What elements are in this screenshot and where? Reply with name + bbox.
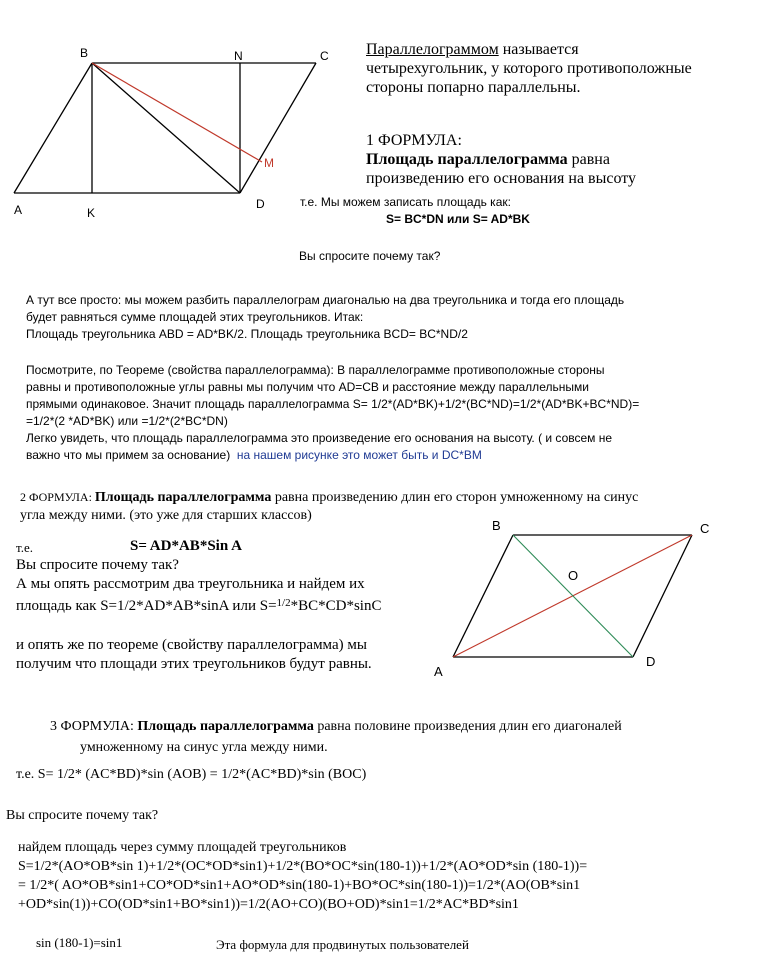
explanation1-line: будет равняться сумме площадей этих треугольников. Итак: bbox=[26, 310, 364, 324]
diagonal-bd bbox=[513, 535, 633, 657]
formula3-line: найдем площадь через сумму площадей треугольников bbox=[18, 840, 347, 855]
formula1-line2: произведению его основания на высоту bbox=[366, 170, 637, 187]
side-cd bbox=[240, 63, 316, 193]
formula3-footer-right: Эта формула для продвинутых пользователей bbox=[216, 937, 469, 952]
explanation2-line: равны и противоположные углы равны мы получим что AD=CB и расстояние между параллельными bbox=[26, 380, 589, 394]
formula2-rest: равна произведению длин его сторон умноженному на синус bbox=[271, 490, 639, 505]
formula2-body2 bbox=[16, 636, 372, 674]
formula3-line: S=1/2*(AO*OB*sin 1)+1/2*(OC*OD*sin1)+1/2*(BO*OC*sin(180-1))+1/2*(AO*OD*sin (180-1))= bbox=[18, 859, 588, 874]
explanation2-line: Посмотрите, по Теореме (свойства параллелограмма): В параллелограмме противоположные стороны bbox=[26, 363, 605, 377]
formula1-why: Вы спросите почему так? bbox=[299, 249, 441, 263]
explanation2-line: =1/2*(2 *AD*BK) или =1/2*(2*BC*DN) bbox=[26, 414, 228, 428]
formula2-line-c: и опять же по теореме (свойству параллелограмма) мы bbox=[16, 637, 367, 653]
side-cd bbox=[633, 535, 692, 657]
formula1-rest: равна bbox=[567, 151, 610, 168]
formula3-line: = 1/2*( AO*OB*sin1+CO*OD*sin1+AO*OD*sin(180-1)+BO*OC*sin(180-1))=1/2*(AO(OB*sin1 bbox=[18, 878, 581, 893]
explanation2-line: Легко увидеть, что площадь параллелограмма это произведение его основания на высоту. ( и совсем не bbox=[26, 431, 613, 445]
parallelogram-figure-2 bbox=[420, 510, 730, 690]
diagonal-bd bbox=[92, 63, 240, 193]
label-a: A bbox=[14, 203, 23, 217]
formula3-intro bbox=[50, 716, 622, 758]
explanation1-line: А тут все просто: мы можем разбить параллелограм диагональю на два треугольника и тогда его площадь bbox=[26, 293, 625, 307]
formula3-bold: Площадь параллелограмма bbox=[137, 719, 314, 734]
formula2-line-d: получим что площади этих треугольников будут равны. bbox=[16, 656, 372, 672]
label-o: O bbox=[568, 568, 579, 583]
definition bbox=[366, 40, 692, 97]
formula3-rest: равна половине произведения длин его диагоналей bbox=[313, 719, 622, 734]
formula2-expression: S= AD*AB*Sin A bbox=[130, 538, 242, 554]
explanation2-note: на нашем рисунке это может быть и DC*BM bbox=[236, 448, 482, 462]
label-d: D bbox=[646, 654, 656, 669]
label-b: B bbox=[80, 46, 89, 60]
formula1-block bbox=[366, 131, 636, 188]
formula2-te: т.е. bbox=[16, 540, 33, 555]
formula1-bold: Площадь параллелограмма bbox=[366, 151, 568, 168]
formula1-heading: 1 ФОРМУЛА: bbox=[366, 132, 462, 149]
formula3-line2: умноженному на синус угла между ними. bbox=[80, 740, 328, 755]
label-m: M bbox=[264, 156, 274, 170]
label-b: B bbox=[492, 518, 501, 533]
definition-rest: называется bbox=[498, 41, 579, 58]
height-bm bbox=[92, 63, 262, 162]
formula3-line: +OD*sin(1))+CO(OD*sin1+BO*sin1))=1/2(AO+CO)(BO+OD)*sin1=1/2*AC*BD*sin1 bbox=[18, 897, 519, 912]
parallelogram-figure-1 bbox=[0, 40, 340, 225]
label-k: K bbox=[87, 206, 96, 220]
label-d: D bbox=[256, 197, 265, 211]
label-c: C bbox=[700, 521, 710, 536]
explanation1-line: Площадь треугольника ABD = AD*BK/2. Площадь треугольника BCD= BC*ND/2 bbox=[26, 327, 468, 341]
formula2-half: 1/2 bbox=[276, 597, 291, 609]
formula2-line-b2: *BC*CD*sinC bbox=[290, 598, 382, 614]
formula3-heading: 3 ФОРМУЛА: bbox=[50, 719, 138, 734]
formula2-line2: угла между ними. (это уже для старших классов) bbox=[20, 508, 312, 523]
formula3-te: т.е. S= 1/2* (AC*BD)*sin (AOB) = 1/2*(AC*BD)*sin (BOC) bbox=[16, 767, 367, 782]
definition-line3: стороны попарно параллельны. bbox=[366, 79, 581, 96]
side-ab bbox=[14, 63, 92, 193]
formula3-why: Вы спросите почему так? bbox=[6, 808, 159, 823]
explanation2-last: важно что мы примем за основание) bbox=[26, 448, 231, 462]
label-c: C bbox=[320, 49, 329, 63]
explanation2 bbox=[26, 362, 639, 464]
formula2-body bbox=[16, 556, 381, 616]
formula1-expression: S= BC*DN или S= AD*BK bbox=[386, 212, 530, 226]
explanation1 bbox=[26, 292, 624, 343]
side-ab bbox=[453, 535, 513, 657]
formula2-heading: 2 ФОРМУЛА: bbox=[20, 490, 95, 504]
label-a: A bbox=[434, 664, 443, 679]
formula2-why: Вы спросите почему так? bbox=[16, 557, 179, 573]
definition-term: Параллелограммом bbox=[366, 41, 499, 58]
formula3-footer-left: sin (180-1)=sin1 bbox=[36, 935, 123, 950]
definition-line2: четырехугольник, у которого противоположные bbox=[366, 60, 692, 77]
formula2-bold: Площадь параллелограмма bbox=[94, 490, 272, 505]
formula3-derivation bbox=[18, 838, 587, 914]
formula2-line-b1: площадь как S=1/2*AD*AB*sinA или S= bbox=[16, 598, 277, 614]
formula2-line-a: А мы опять рассмотрим два треугольника и найдем их bbox=[16, 576, 365, 592]
formula1-te: т.е. Мы можем записать площадь как: bbox=[300, 195, 511, 209]
label-n: N bbox=[234, 49, 243, 63]
explanation2-line: прямыми одинаковое. Значит площадь параллелограмма S= 1/2*(AD*BK)+1/2*(BC*ND)=1/2*(AD*BK+BC*ND)= bbox=[26, 397, 640, 411]
